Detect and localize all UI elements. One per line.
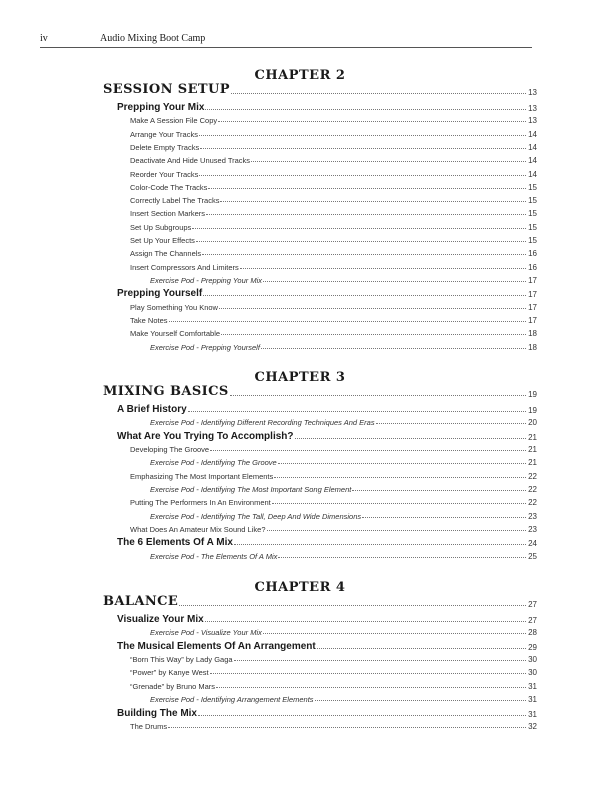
entry-title: Exercise Pod - Identifying The Most Important Song Element	[150, 485, 352, 494]
chapter-label: CHAPTER 3	[254, 370, 346, 385]
page-ref: 17	[528, 290, 537, 300]
dot-leader	[188, 411, 526, 412]
dot-leader	[202, 254, 526, 255]
dot-leader	[221, 334, 526, 335]
exercise-entry[interactable]	[150, 626, 537, 637]
subsection-entry[interactable]	[130, 680, 537, 691]
chapter-label: CHAPTER 4	[254, 580, 346, 595]
dot-leader	[196, 241, 526, 242]
subsection-entry[interactable]	[130, 443, 537, 454]
dot-leader	[234, 544, 526, 545]
dot-leader	[199, 175, 526, 176]
entry-title: Set Up Subgroups	[130, 222, 192, 232]
book-title: Audio Mixing Boot Camp	[100, 33, 206, 44]
dot-leader	[274, 477, 526, 478]
section-entry[interactable]	[117, 430, 537, 442]
dot-leader	[315, 700, 527, 701]
page-ref: 25	[528, 551, 537, 561]
page-ref: 28	[528, 628, 537, 638]
dot-leader	[240, 268, 526, 269]
entry-title: Putting The Performers In An Environment	[130, 498, 271, 508]
page-ref: 30	[528, 655, 537, 665]
page-ref: 15	[528, 222, 537, 232]
dot-leader	[203, 295, 526, 296]
entry-title: Exercise Pod - The Elements Of A Mix	[150, 551, 278, 561]
dot-leader	[263, 281, 526, 282]
entry-title: Exercise Pod - Visualize Your Mix	[150, 628, 262, 638]
page-ref: 13	[528, 104, 537, 113]
entry-title: “Born This Way” by Lady Gaga	[130, 655, 233, 665]
entry-title: Delete Empty Tracks	[130, 142, 200, 152]
entry-title: Prepping Your Mix	[117, 102, 205, 113]
subsection-entry[interactable]	[130, 666, 537, 677]
dot-leader	[216, 687, 526, 688]
dot-leader	[200, 148, 526, 149]
section-entry[interactable]	[117, 101, 537, 113]
dot-leader	[208, 188, 526, 189]
dot-leader	[231, 93, 526, 94]
page-ref: 31	[528, 681, 537, 691]
dot-leader	[220, 201, 526, 202]
page-ref: 21	[528, 432, 537, 442]
page-ref: 15	[528, 236, 537, 245]
dot-leader	[352, 490, 526, 491]
entry-title: Assign The Channels	[130, 249, 202, 259]
dot-leader	[272, 503, 526, 504]
entry-title: Exercise Pod - Prepping Your Mix	[150, 275, 262, 285]
entry-title: Insert Section Markers	[130, 209, 206, 219]
subsection-entry[interactable]	[130, 194, 537, 205]
subsection-entry[interactable]	[130, 128, 537, 139]
entry-title: Exercise Pod - Identifying The Groove	[150, 458, 277, 468]
entry-title: Correctly Label The Tracks	[130, 196, 220, 206]
entry-title: Emphasizing The Most Important Elements	[130, 471, 274, 481]
subsection-entry[interactable]	[130, 314, 537, 325]
entry-title: Visualize Your Mix	[117, 614, 204, 625]
subsection-entry[interactable]	[130, 720, 537, 731]
section-entry[interactable]	[117, 613, 537, 625]
subsection-entry[interactable]	[130, 154, 537, 165]
dot-leader	[210, 450, 526, 451]
page-ref: 22	[528, 485, 537, 494]
page-ref: 20	[528, 418, 537, 428]
dot-leader	[219, 308, 526, 309]
dot-leader	[263, 633, 526, 634]
dot-leader	[362, 517, 526, 518]
subsection-entry[interactable]	[130, 261, 537, 272]
entry-title: Make A Session File Copy	[130, 116, 218, 126]
page-ref: 13	[528, 116, 537, 126]
entry-title: Exercise Pod - Identifying The Tall, Deep And Wide Dimensions	[150, 511, 362, 521]
page-ref: 22	[528, 471, 537, 481]
page-ref: 16	[528, 249, 537, 259]
subsection-entry[interactable]	[130, 496, 537, 507]
dot-leader	[199, 135, 526, 136]
dot-leader	[206, 214, 526, 215]
section-entry[interactable]	[117, 536, 537, 548]
entry-title: Exercise Pod - Identifying Different Recording Techniques And Eras	[150, 418, 375, 428]
entry-title: What Does An Amateur Mix Sound Like?	[130, 524, 266, 534]
exercise-entry[interactable]	[150, 550, 537, 561]
page-ref: 31	[528, 695, 537, 704]
subsection-entry[interactable]	[130, 221, 537, 232]
exercise-entry[interactable]	[150, 341, 537, 352]
dot-leader	[267, 530, 527, 531]
page-ref: 13	[528, 88, 537, 97]
subsection-entry[interactable]	[130, 234, 537, 245]
chapter-title[interactable]	[103, 81, 537, 97]
dot-leader	[234, 660, 527, 661]
entry-title: Set Up Your Effects	[130, 236, 195, 245]
subsection-entry[interactable]	[130, 114, 537, 125]
exercise-entry[interactable]	[150, 510, 537, 521]
page-number: iv	[40, 33, 48, 44]
entry-title: The Musical Elements Of An Arrangement	[117, 640, 316, 652]
entry-title: BALANCE	[103, 594, 179, 609]
chapter-label: CHAPTER 2	[254, 68, 346, 83]
entry-title: Reorder Your Tracks	[130, 169, 199, 179]
page-ref: 16	[528, 262, 537, 272]
page-ref: 32	[528, 721, 537, 731]
section-entry[interactable]	[117, 707, 537, 719]
page-ref: 23	[528, 524, 537, 534]
entry-title: SESSION SETUP	[103, 82, 230, 97]
page-ref: 18	[528, 329, 537, 339]
dot-leader	[251, 161, 526, 162]
page-ref: 22	[528, 498, 537, 508]
entry-title: Insert Compressors And Limiters	[130, 262, 239, 272]
page-ref: 14	[528, 129, 537, 139]
dot-leader	[218, 121, 526, 122]
exercise-entry[interactable]	[150, 693, 537, 704]
page-ref: 27	[528, 600, 537, 609]
entry-title: Exercise Pod - Identifying Arrangement Elements	[150, 695, 314, 704]
entry-title: Make Yourself Comfortable	[130, 329, 221, 339]
entry-title: Deactivate And Hide Unused Tracks	[130, 156, 251, 166]
page-ref: 23	[528, 511, 537, 521]
page-ref: 15	[528, 182, 537, 192]
page-ref: 17	[528, 316, 537, 325]
subsection-entry[interactable]	[130, 470, 537, 481]
entry-title: Prepping Yourself	[117, 288, 203, 300]
page-ref: 14	[528, 156, 537, 166]
page-ref: 14	[528, 169, 537, 179]
dot-leader	[205, 621, 526, 622]
entry-title: The 6 Elements Of A Mix	[117, 537, 233, 549]
chapter-title[interactable]	[103, 593, 537, 609]
subsection-entry[interactable]	[130, 523, 537, 534]
dot-leader	[317, 648, 526, 649]
exercise-entry[interactable]	[150, 483, 537, 494]
entry-title: Play Something You Know	[130, 302, 218, 312]
page-ref: 31	[528, 709, 537, 719]
entry-title: Building The Mix	[117, 707, 197, 719]
entry-title: Developing The Groove	[130, 445, 210, 455]
dot-leader	[205, 109, 526, 110]
page-ref: 18	[528, 342, 537, 352]
dot-leader	[210, 673, 526, 674]
subsection-entry[interactable]	[130, 327, 537, 338]
dot-leader	[261, 348, 526, 349]
subsection-entry[interactable]	[130, 653, 537, 664]
page-ref: 15	[528, 196, 537, 206]
dot-leader	[198, 715, 526, 716]
page-ref: 17	[528, 302, 537, 312]
dot-leader	[230, 395, 526, 396]
entry-title: Exercise Pod - Prepping Yourself	[150, 342, 260, 352]
page-ref: 21	[528, 458, 537, 468]
entry-title: A Brief History	[117, 404, 187, 415]
page-ref: 14	[528, 142, 537, 152]
entry-title: “Grenade” by Bruno Mars	[130, 681, 216, 691]
dot-leader	[179, 605, 526, 606]
dot-leader	[168, 727, 526, 728]
subsection-entry[interactable]	[130, 247, 537, 258]
entry-title: Take Notes	[130, 316, 168, 325]
subsection-entry[interactable]	[130, 181, 537, 192]
exercise-entry[interactable]	[150, 416, 537, 427]
chapter-title[interactable]	[103, 383, 537, 399]
dot-leader	[169, 321, 527, 322]
page-ref: 30	[528, 668, 537, 678]
entry-title: The Drums	[130, 721, 168, 731]
subsection-entry[interactable]	[130, 301, 537, 312]
dot-leader	[278, 463, 526, 464]
section-entry[interactable]	[117, 640, 537, 652]
section-entry[interactable]	[117, 287, 537, 299]
page-ref: 21	[528, 445, 537, 455]
running-header	[40, 33, 532, 48]
exercise-entry[interactable]	[150, 456, 537, 467]
page-ref: 27	[528, 616, 537, 625]
entry-title: Arrange Your Tracks	[130, 129, 198, 139]
dot-leader	[376, 423, 527, 424]
page-ref: 19	[528, 390, 537, 399]
page-ref: 19	[528, 406, 537, 415]
page-ref: 24	[528, 539, 537, 549]
page-ref: 15	[528, 209, 537, 219]
page-ref: 29	[528, 642, 537, 652]
entry-title: MIXING BASICS	[103, 384, 229, 399]
dot-leader	[295, 438, 527, 439]
dot-leader	[278, 557, 526, 558]
section-entry[interactable]	[117, 403, 537, 415]
subsection-entry[interactable]	[130, 168, 537, 179]
page-ref: 17	[528, 275, 537, 285]
dot-leader	[192, 228, 526, 229]
entry-title: What Are You Trying To Accomplish?	[117, 430, 294, 442]
exercise-entry[interactable]	[150, 274, 537, 285]
entry-title: Color-Code The Tracks	[130, 182, 208, 192]
entry-title: “Power” by Kanye West	[130, 668, 209, 678]
subsection-entry[interactable]	[130, 207, 537, 218]
subsection-entry[interactable]	[130, 141, 537, 152]
